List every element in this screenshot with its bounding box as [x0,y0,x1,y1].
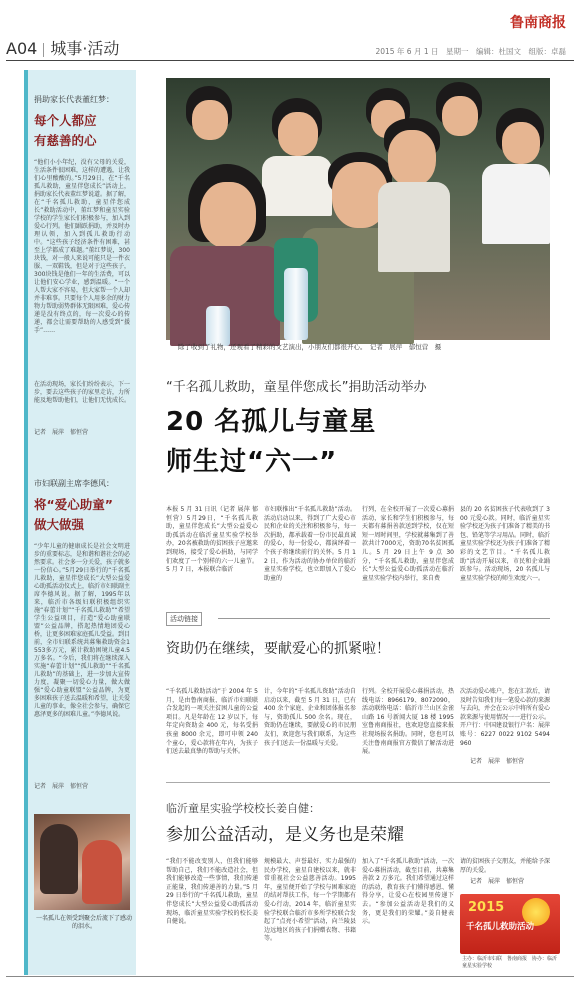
main-photo [166,78,550,340]
article-column: “千名孤儿救助活动”于 2004 年 5 月，是由鲁南商报、临沂市妇联联合发起的一项关注贫困儿童的公益项目。凡是年龄在 12 岁以下，每年定向资助金 400 元，每名受捐孩童 8000 余元，即可申领 240 个童心，爱心款将在年内，为孩子们送去最真挚的帮助与关怀。 [166,688,258,756]
main-photo-caption: 除了收到了礼物，还观看了精彩的文艺演出，小朋友们都很开心。 记者 展萍 郁恒营 摄 [178,343,442,351]
sidebar-story-1 [28,94,136,436]
headline-line-2: 师生过“六一” [166,447,338,477]
campaign-logo [460,894,560,954]
article-kicker: “千名孤儿救助，童星伴您成长”捐助活动举办 [166,380,427,395]
byline: 记者 展萍 郁恒营 [34,783,89,790]
article-column: 计，今年的“千名孤儿资助”活动自启动以来，截至 5 月 31 日，已有 400 余个家庭、企业和团体报名参与，资助孤儿 500 余名。现在，资助仍在继续，要献爱心的市民朋友们，欢迎您与我们联系，为这些孩子们送去一份温暖与关爱。 [264,688,356,747]
byline: 记者 展萍 郁恒营 [470,758,525,765]
article-column: 本报 5 月 31 日讯（记者 展萍 郁恒营）5月29日，“千名孤儿救助，童星伴您成长”大型公益爱心助孤活动在临沂童星实验学校举办，20名被救助的贫困孩子应邀来到现场，接受了爱心捐助，与同学们欢度了一个别样的六一儿童节。5 月 7 日，本报联合临沂 [166,506,258,574]
section-title: 城事·活动 [50,39,120,58]
sidebar-title: 做大做强 [34,517,85,532]
header-divider [43,43,44,57]
article-column: 加入了“千名孤儿救助”活动，一次爱心募捐活动，截至目前，共募集善款 2 万多元。我们希望通过这样的活动，教育孩子们懂得感恩、懂得分享，让爱心在校园里传递下去。“参加公益活动是我们的义务，更是我们的荣耀。”姜自健表示。 [362,858,454,926]
headline-line-1: 20 名孤儿与童星 [166,407,377,437]
byline: 记者 展萍 郁恒营 [470,878,525,885]
section-rule [166,782,550,783]
sidebar-body: “他们小小年纪，没有父母的关爱，生活条件很困难，这样的遭遇，让我们心里酸酸的。”5月29日，在“千名孤儿救助，童星伴您成长”活动上，捐助家长代表董红梦说道。据了解，在“千名孤儿救助，童星伴您成长”救助活动中，董红梦和童星实验学校的学生家长们积极参与，加入到爱心行列。他们踊跃捐助，并及时办理认领，加入到孤儿救助行动中。“这些孩子经济条件有困难，甚至上学都成了难题。”董红梦说，300块钱，对一般人来说可能只是一件衣服、一双鞋钱，但是对于这些孩子，300块钱是他们一年的生活费，可以让他们安心学业，感到温暖。“一个人帮大家不容易，但大家帮一个人却并非难事。只要每个人用多余的财力物力帮助弱势群体无限困难，爱心传递是没有终点的，每一次爱心的传递，都会让需要帮助的人感受到“援手”…… [34,159,131,334]
article-column: 县的 20 名贫困孩子代表收到了 300 元爱心款。同时，临沂童星实验学校还为孩子们准备了精美的书包、铅笔等学习用品。同时，临沂童星实验学校还为孩子们准备了精彩的文艺节目。“千名孤儿救助”活动开展以来，市民和企业踊跃参与。活动现场，20 名孤儿与童星实验学校的师生欢度六一。 [460,506,551,582]
page-header [6,36,119,59]
logo-caption: 主办：临沂市妇联 鲁南商报 协办：临沂童星实验学校 [462,956,558,969]
logo-year: 2015 [468,900,505,915]
sidebar-title: 每个人都应 [34,113,97,128]
issue-info: 2015 年 6 月 1 日 星期一 编辑：杜国文 组版：卓磊 [375,47,566,56]
article-column: 规模最大、声誉最好、实力最强的民办学校，童星自建校以来，就非常重视社会公益慈善活动。1995 年，童星便开始了学校与困难家庭的结对帮扶工作，每一个学期都有爱心行动，2014 年，临沂童星实验学校联合临沂市多所学校联合发起了“点亮小希望”活动，向兰陵县边远地区的孩子们捐赠衣物、书籍等。 [264,858,356,943]
sidebar-body: 在活动现场，家长们纷纷表示，下一步，要去这些孩子的家里走访，力所能及地帮助他们，让他们无忧成长。 [34,381,131,404]
sidebar-title: 将“爱心助童” [34,497,113,512]
article-column: 次活动爱心账户，您在汇款后，请及时告知我们每一笔爱心款的来源与去向，并会在公示中将所有爱心款来源与使用情况一一进行公示。开户行：中国建设银行户名：展萍 账号：6227 0022 9102 5494 960 [460,688,557,747]
tag-rule [218,618,550,619]
article-headline: 参加公益活动，是义务也是荣耀 [166,825,404,845]
person-figure [40,824,78,894]
article-column: 行列。全校开展爱心募捐活动，热线电话：8966179、8072090，活动联络电话：临沂市兰山区金雀山路 16 号新闻大厦 18 楼 1995 室鲁南商报社，也欢迎您直接来报社现场报名捐助。同时，您也可以关注鲁南商报官方微信了解活动进展。 [362,688,454,756]
sidebar-kicker: 市妇联副主席李德风： [34,479,114,488]
child-figure [82,840,122,904]
article-kicker: 临沂童星实验学校校长姜自健： [166,802,320,815]
sidebar [24,70,136,975]
article-headline: 资助仍在继续，要献爱心的抓紧啦！ [166,641,390,657]
water-bottle [284,268,308,340]
logo-title: 千名孤儿救助活动 [466,922,535,932]
sidebar-body: “少年儿童的健康成长是社会文明进步的重要标志，是和谐和谐社会的必然要求。社会多一分关爱，孩子就多一份信心。”5月29日举行的“千名孤儿救助，童星伴您成长”大型公益爱心助孤活动仪式上，临沂市妇联副主席李德风说。据了解，1995年以来，临沂市各级妇联积极组织实施“春蕾计划”“千名孤儿救助”“希望学生公益项目，打造“爱心助童联盟”公益品牌，搭起热情地团爱心桥，让更多困难家庭孤儿受益。到目前，全市妇联系统共募集救助资金1553多万元，累计救助困境儿童4.5万多名。“今后，我们将在继续深入实施“春蕾计划”“孤儿救助”“千名孤儿救助”的基础上，进一步加大宣传力度，凝聚一切爱心力量，做大做强“爱心助童联盟”公益品牌，为更多困难孩子送去温暖和希望，让关爱儿童的事业，像全社会参与，确保它惠泽更多的困难儿童。”李德风说。 [34,543,131,718]
header-rule [6,60,574,61]
article-column: “我们不能改变别人，但我们能够帮助自己，我们不能改造社会，但我们能够改造一些事情，我们传递正能量，我们传递善的力量。”5 月 29 日举行的“千名孤儿救助，童星伴您成长”大型公益爱心助孤活动现场，临沂童星实验学校的校长姜自健说。 [166,858,258,926]
sidebar-kicker: 捐助家长代表董红梦： [34,95,114,104]
section-tag: 活动链接 [166,612,202,626]
article-headline [166,402,376,482]
sidebar-photo [34,814,130,910]
byline: 记者 展萍 郁恒营 [34,429,89,436]
footer-rule [6,976,574,977]
sidebar-photo-caption: 一名孤儿在领受到聚会后流下了感动的泪水。 [36,915,133,930]
article-column: 请的贫困孩子交朋友，并能给予深厚的关爱。 [460,858,551,874]
page-number: A04 [6,39,38,58]
newspaper-brand: 鲁南商报 [510,15,566,31]
article-column: 市妇联推出“千名孤儿救助”活动。活动启动以来，得到了广大爱心市民和企业的关注和积极参与，每一次捐助，都承载着一份市民最真诚的爱心，每一份爱心，都演绎着一个孩子将继续前行的关怀。5 月 12 日，作为活动的协办单位的临沂童星实验学校，也立即加入了爱心助童的 [264,506,356,582]
sidebar-story-2 [28,478,136,790]
water-bottle [206,306,230,346]
article-column: 行列，在全校开展了一次爱心募捐活动，家长和学生们积极参与，每天都有募捐善款送到学校，仅在短短一周时间里，学校就募集到了善款共计7000元，资助70名贫困孤儿。5 月 29 日上午 9 点 30 分，“千名孤儿救助，童星伴您成长”大型公益爱心助孤活动在临沂童星实验学校内举行，来自费 [362,506,454,582]
sidebar-title: 有慈善的心 [34,133,97,148]
